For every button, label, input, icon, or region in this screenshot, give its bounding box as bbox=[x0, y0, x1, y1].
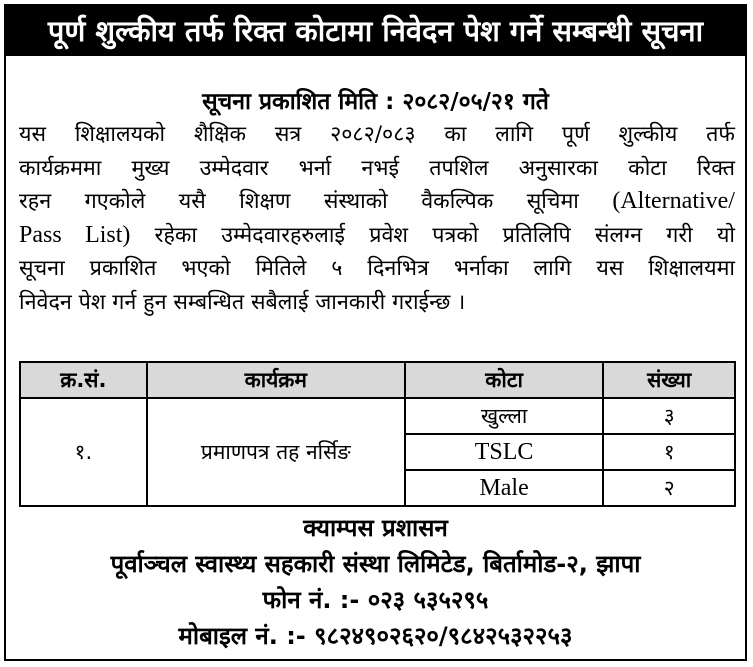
quota-cell: TSLC bbox=[405, 434, 603, 470]
body-line-2: कार्यक्रममा मुख्य उम्मेदवार भर्ना नभई तपशिल अनुसारका कोटा रिक्त bbox=[19, 155, 735, 181]
header-quota: कोटा bbox=[405, 362, 603, 398]
serial-cell: १. bbox=[20, 398, 147, 506]
count-cell: २ bbox=[603, 470, 735, 506]
footer-mobile: मोबाइल नं. :- ९८२४९०२६२०/९८४२५३२२५३ bbox=[178, 622, 573, 650]
footer-organization: पूर्वाञ्चल स्वास्थ्य सहकारी संस्था लिमिटेड, बिर्तामोड-२, झापा bbox=[110, 550, 641, 578]
header-count: संख्या bbox=[603, 362, 735, 398]
quota-table bbox=[19, 361, 736, 507]
body-line-3 bbox=[19, 185, 735, 219]
footer bbox=[6, 510, 745, 654]
body-line-3-text: रहन गएकोले यसै शिक्षण संस्थाको वैकल्पिक सूचिमा bbox=[19, 189, 579, 214]
footer-phone: फोन नं. :- ०२३ ५३५२९५ bbox=[262, 586, 489, 614]
header-serial: क्र.सं. bbox=[20, 362, 147, 398]
count-cell: ३ bbox=[603, 398, 735, 434]
body-line-1: यस शिक्षालयको शैक्षिक सत्र २०८२/०८३ का लागि पूर्ण शुल्कीय तर्फ bbox=[19, 122, 735, 147]
notice-body bbox=[19, 118, 735, 319]
table-row bbox=[20, 398, 735, 434]
body-line-4 bbox=[19, 219, 735, 253]
table-header-row bbox=[20, 362, 735, 398]
program-cell: प्रमाणपत्र तह नर्सिङ bbox=[147, 398, 405, 506]
quota-cell: खुल्ला bbox=[405, 398, 603, 434]
body-line-5: सूचना प्रकाशित भएको मितिले ५ दिनभित्र भर्नाका लागि यस शिक्षालयमा bbox=[19, 256, 735, 281]
count-cell: १ bbox=[603, 434, 735, 470]
footer-campus-admin: क्याम्पस प्रशासन bbox=[303, 514, 448, 542]
quota-cell: Male bbox=[405, 470, 603, 506]
alternative-label: (Alternative/ bbox=[612, 188, 735, 214]
header-program: कार्यक्रम bbox=[147, 362, 405, 398]
body-line-6: निवेदन पेश गर्न हुन सम्बन्धित सबैलाई जानकारी गराईन्छ । bbox=[19, 289, 466, 315]
pass-list-label: Pass List) bbox=[19, 221, 131, 248]
notice-frame bbox=[4, 4, 747, 661]
notice-title: पूर्ण शुल्कीय तर्फ रिक्त कोटामा निवेदन पेश गर्ने सम्बन्धी सूचना bbox=[6, 6, 745, 56]
body-line-4-text: रहेका उम्मेदवारहरुलाई प्रवेश पत्रको प्रतिलिपि संलग्न गरी यो bbox=[154, 222, 735, 248]
published-date: सूचना प्रकाशित मिति : २०८२/०५/२१ गते bbox=[202, 89, 549, 115]
